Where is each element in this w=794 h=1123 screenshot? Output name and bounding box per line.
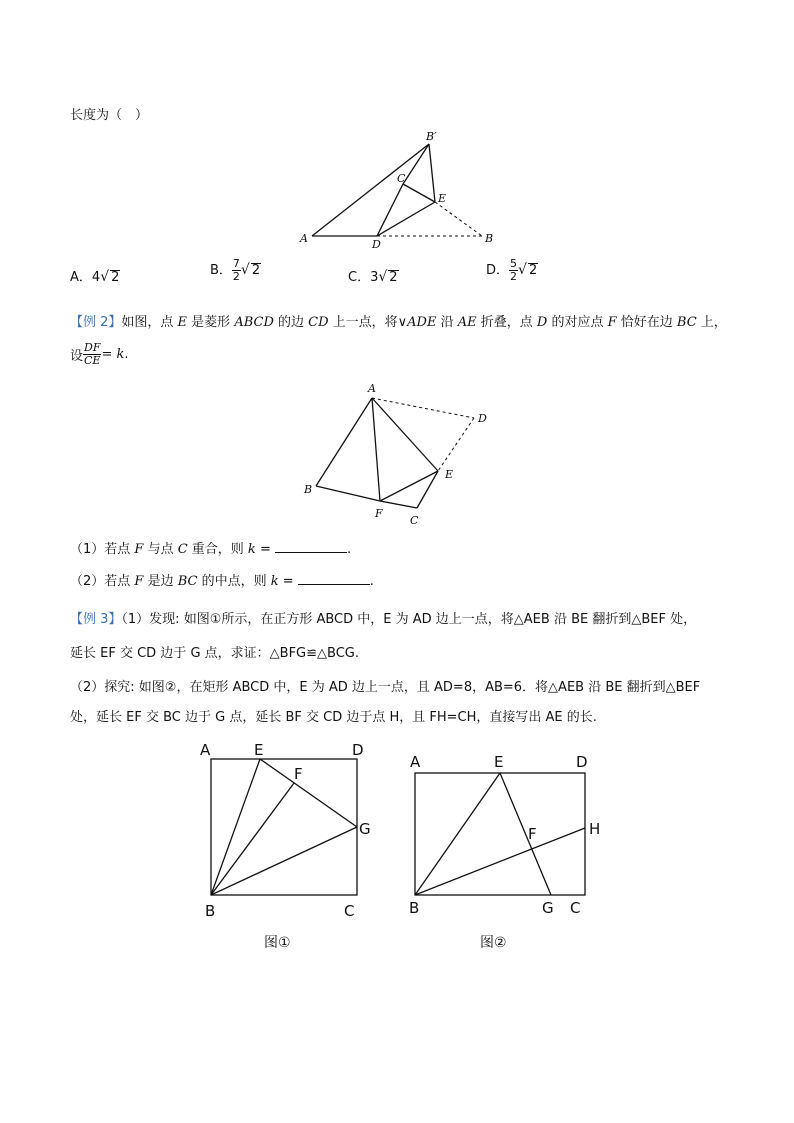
math-BC: BC xyxy=(676,315,697,330)
q1-label-A: A xyxy=(300,232,308,245)
ex2-frac-num: DF xyxy=(84,341,101,354)
fig1-caption: 图① xyxy=(264,935,291,951)
q1-option-a[interactable]: A．4√ 2 xyxy=(70,269,120,285)
fig2-label-C: C xyxy=(570,899,581,917)
math-AE: AE xyxy=(457,315,477,330)
text: 上一点，将∨ xyxy=(328,315,408,330)
fig2-label-A: A xyxy=(410,753,421,771)
text: 重合，则 xyxy=(187,542,248,557)
text: 与点 xyxy=(143,542,178,557)
math-D: D xyxy=(536,315,548,330)
answer-blank-1[interactable] xyxy=(275,540,347,553)
ex3-figure-1 xyxy=(196,736,386,956)
fig1-label-D: D xyxy=(352,741,364,759)
ex3-line3: （2）探究: 如图②，在矩形 ABCD 中，E 为 AD 边上一点，且 AD=8，AB=6．将△AEB 沿 BE 翻折到△BEF xyxy=(70,680,701,695)
fig2-label-F: F xyxy=(528,825,537,843)
text: 恰好在边 xyxy=(616,315,677,330)
fig1-label-C: C xyxy=(344,902,355,920)
text: 的边 xyxy=(273,315,309,330)
ex2-frac-den: CE xyxy=(84,354,101,367)
math-C: C xyxy=(177,542,188,557)
fig1-label-F: F xyxy=(294,765,303,783)
text: . xyxy=(346,542,352,557)
option-letter: D． xyxy=(486,263,510,278)
fig2-label-H: H xyxy=(589,820,601,838)
ex3-line2: 延长 EF 交 CD 边于 G 点，求证：△BFG≌△BCG. xyxy=(70,646,359,661)
fig1-label-E: E xyxy=(254,741,264,759)
math-BC: BC xyxy=(177,574,198,589)
q1-label-B: B xyxy=(485,232,494,245)
text: = xyxy=(278,574,298,589)
option-letter: B． xyxy=(210,263,232,278)
option-frac-num: 7 xyxy=(232,257,240,270)
fig2-label-G: G xyxy=(542,899,554,917)
q1-option-d[interactable]: D． $\frac{5}{2}$ √ 2 xyxy=(486,257,538,283)
q1-stem-tail: 长度为（ ） xyxy=(70,108,149,123)
text: 是菱形 xyxy=(187,315,235,330)
fig2-label-B: B xyxy=(409,899,420,917)
fig2-label-E: E xyxy=(494,753,504,771)
q1-label-Bp: B′ xyxy=(426,130,437,143)
option-radicand: 2 xyxy=(528,263,538,278)
option-coef: 3 xyxy=(370,270,379,285)
math-F: F xyxy=(134,542,144,557)
fig1-label-B: B xyxy=(205,902,216,920)
text: （2）若点 xyxy=(70,574,135,589)
q1-figure xyxy=(290,124,510,252)
q1-label-D: D xyxy=(372,238,381,251)
ex2-statement-line2 xyxy=(70,342,129,367)
fig2-label-D: D xyxy=(576,753,588,771)
text: 的对应点 xyxy=(547,315,608,330)
option-radicand: 2 xyxy=(389,270,398,285)
q1-label-C: C xyxy=(397,172,406,185)
ex2-figure xyxy=(298,378,498,530)
option-frac-den: 2 xyxy=(510,270,518,283)
ex2-label-C: C xyxy=(410,514,419,527)
ex2-tag: 【例 2】 xyxy=(70,315,122,330)
text: . xyxy=(124,347,129,362)
text: 设 xyxy=(70,349,84,364)
ex3-figure-2 xyxy=(400,736,610,956)
math-k: k xyxy=(247,542,256,557)
text: 沿 xyxy=(436,315,458,330)
ex3-line1 xyxy=(70,608,696,627)
ex2-label-B: B xyxy=(304,483,313,496)
ex2-label-F: F xyxy=(375,507,383,520)
fig1-label-G: G xyxy=(359,820,371,838)
option-coef: 4 xyxy=(91,270,101,285)
text: 如图，点 xyxy=(121,315,178,330)
q1-option-b[interactable]: B． $\frac{7}{2}$ √ 2 xyxy=(210,257,261,283)
ex2-eq: = k xyxy=(101,347,125,362)
text: = xyxy=(255,542,275,557)
option-letter: A． xyxy=(70,270,92,285)
text: . xyxy=(369,574,374,589)
text: 是边 xyxy=(143,574,178,589)
text: （1）若点 xyxy=(70,542,135,557)
math-k: k xyxy=(270,574,279,589)
math-E: E xyxy=(177,315,188,330)
fig2-caption: 图② xyxy=(480,935,507,951)
math-F: F xyxy=(134,574,144,589)
ex2-label-E: E xyxy=(445,468,454,481)
q1-label-E: E xyxy=(438,192,447,205)
option-frac-num: 5 xyxy=(510,257,518,270)
option-radicand: 2 xyxy=(251,263,261,278)
option-letter: C． xyxy=(348,270,371,285)
text: 折叠，点 xyxy=(476,315,537,330)
option-radicand: 2 xyxy=(111,270,120,285)
text: 上， xyxy=(696,315,727,330)
math-ADE: ADE xyxy=(407,315,437,330)
ex2-sub1 xyxy=(70,538,351,557)
text: （1）发现: 如图①所示，在正方形 ABCD 中，E 为 AD 边上一点，将△AEB 沿 BE 翻折到△BEF 处， xyxy=(121,612,697,627)
text: 的中点，则 xyxy=(197,574,271,589)
fig1-label-A: A xyxy=(200,741,211,759)
math-F: F xyxy=(607,315,617,330)
ex3-line4: 处，延长 EF 交 BC 边于 G 点，延长 BF 交 CD 边于点 H，且 FH=CH，直接写出 AE 的长. xyxy=(70,710,597,725)
math-ABCD: ABCD xyxy=(234,315,274,330)
answer-blank-2[interactable] xyxy=(298,572,370,585)
option-frac-den: 2 xyxy=(232,270,240,283)
q1-option-c[interactable]: C．3√ 2 xyxy=(348,269,398,285)
ex2-sub2 xyxy=(70,570,374,589)
ex3-tag: 【例 3】 xyxy=(70,612,122,627)
ex2-label-D: D xyxy=(478,412,487,425)
ex2-label-A: A xyxy=(368,382,376,395)
math-CD: CD xyxy=(308,315,329,330)
ex2-statement-line1 xyxy=(70,311,727,330)
